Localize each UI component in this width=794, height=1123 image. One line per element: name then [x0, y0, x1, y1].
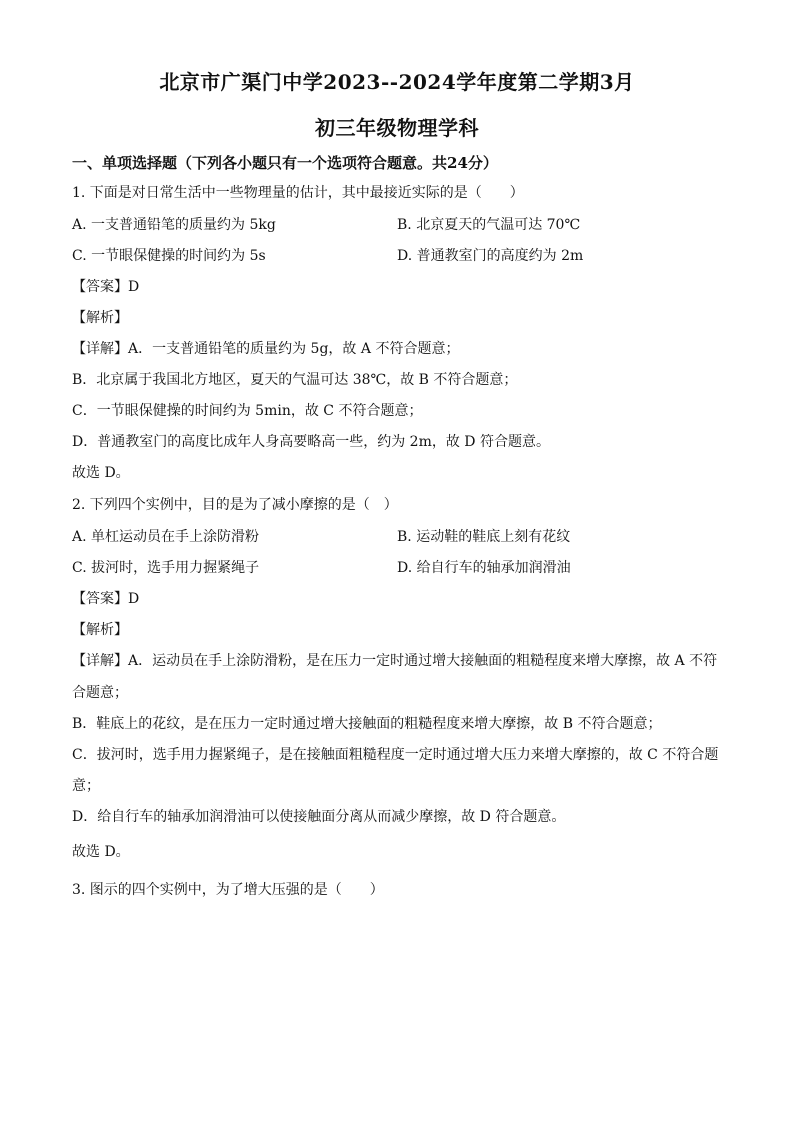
- question-1-detail-line: C．一节眼保健操的时间约为 5min，故 C 不符合题意；: [72, 403, 423, 419]
- question-2-stem: 2. 下列四个实例中，目的是为了减小摩擦的是（ ）: [72, 497, 398, 513]
- question-1-conclusion: 故选 D。: [72, 465, 130, 481]
- question-2-detail-line: 【详解】A．运动员在手上涂防滑粉，是在压力一定时通过增大接触面的粗糙程度来增大摩擦，故 A 不符: [72, 653, 718, 669]
- question-1-detail-line: 【详解】A．一支普通铅笔的质量约为 5g，故 A 不符合题意；: [72, 341, 460, 357]
- question-1-stem: 1. 下面是对日常生活中一些物理量的估计，其中最接近实际的是（ ）: [72, 185, 524, 201]
- question-1-option-c: C. 一节眼保健操的时间约为 5s: [72, 248, 266, 264]
- question-3-stem: 3. 图示的四个实例中，为了增大压强的是（ ）: [72, 882, 384, 898]
- question-1-option-b: B. 北京夏天的气温可达 70℃: [397, 217, 581, 233]
- question-2-detail-line: D．给自行车的轴承加润滑油可以使接触面分离从而减少摩擦，故 D 符合题意。: [72, 809, 566, 825]
- question-2-detail-line: 合题意；: [72, 685, 128, 701]
- question-2-analysis-label: 【解析】: [72, 622, 128, 638]
- page-title: 北京市广渠门中学2023--2024学年度第二学期3月: [159, 70, 635, 94]
- section-heading: 一、单项选择题（下列各小题只有一个选项符合题意。共24分）: [72, 154, 498, 172]
- question-1-option-d: D. 普通教室门的高度约为 2m: [397, 248, 584, 264]
- question-1-analysis-label: 【解析】: [72, 310, 128, 326]
- question-2-option-d: D. 给自行车的轴承加润滑油: [397, 560, 571, 576]
- question-2-detail-line: 意；: [72, 778, 100, 794]
- question-1-option-a: A. 一支普通铅笔的质量约为 5kg: [72, 217, 276, 233]
- question-2-answer: 【答案】D: [72, 591, 140, 607]
- question-2-detail-line: B．鞋底上的花纹，是在压力一定时通过增大接触面的粗糙程度来增大摩擦，故 B 不符合题意；: [72, 716, 662, 732]
- question-2-option-c: C. 拔河时，选手用力握紧绳子: [72, 560, 260, 576]
- question-2-option-b: B. 运动鞋的鞋底上刻有花纹: [397, 529, 571, 545]
- question-1-answer: 【答案】D: [72, 279, 140, 295]
- question-2-option-a: A. 单杠运动员在手上涂防滑粉: [72, 529, 260, 545]
- page-subtitle: 初三年级物理学科: [315, 116, 479, 140]
- question-1-detail-line: B．北京属于我国北方地区，夏天的气温可达 38℃，故 B 不符合题意；: [72, 372, 518, 388]
- question-2-conclusion: 故选 D。: [72, 844, 130, 860]
- question-2-detail-line: C．拔河时，选手用力握紧绳子，是在接触面粗糙程度一定时通过增大压力来增大摩擦的，故 C 不符合题: [72, 747, 719, 763]
- question-1-detail-line: D．普通教室门的高度比成年人身高要略高一些，约为 2m，故 D 符合题意。: [72, 434, 550, 450]
